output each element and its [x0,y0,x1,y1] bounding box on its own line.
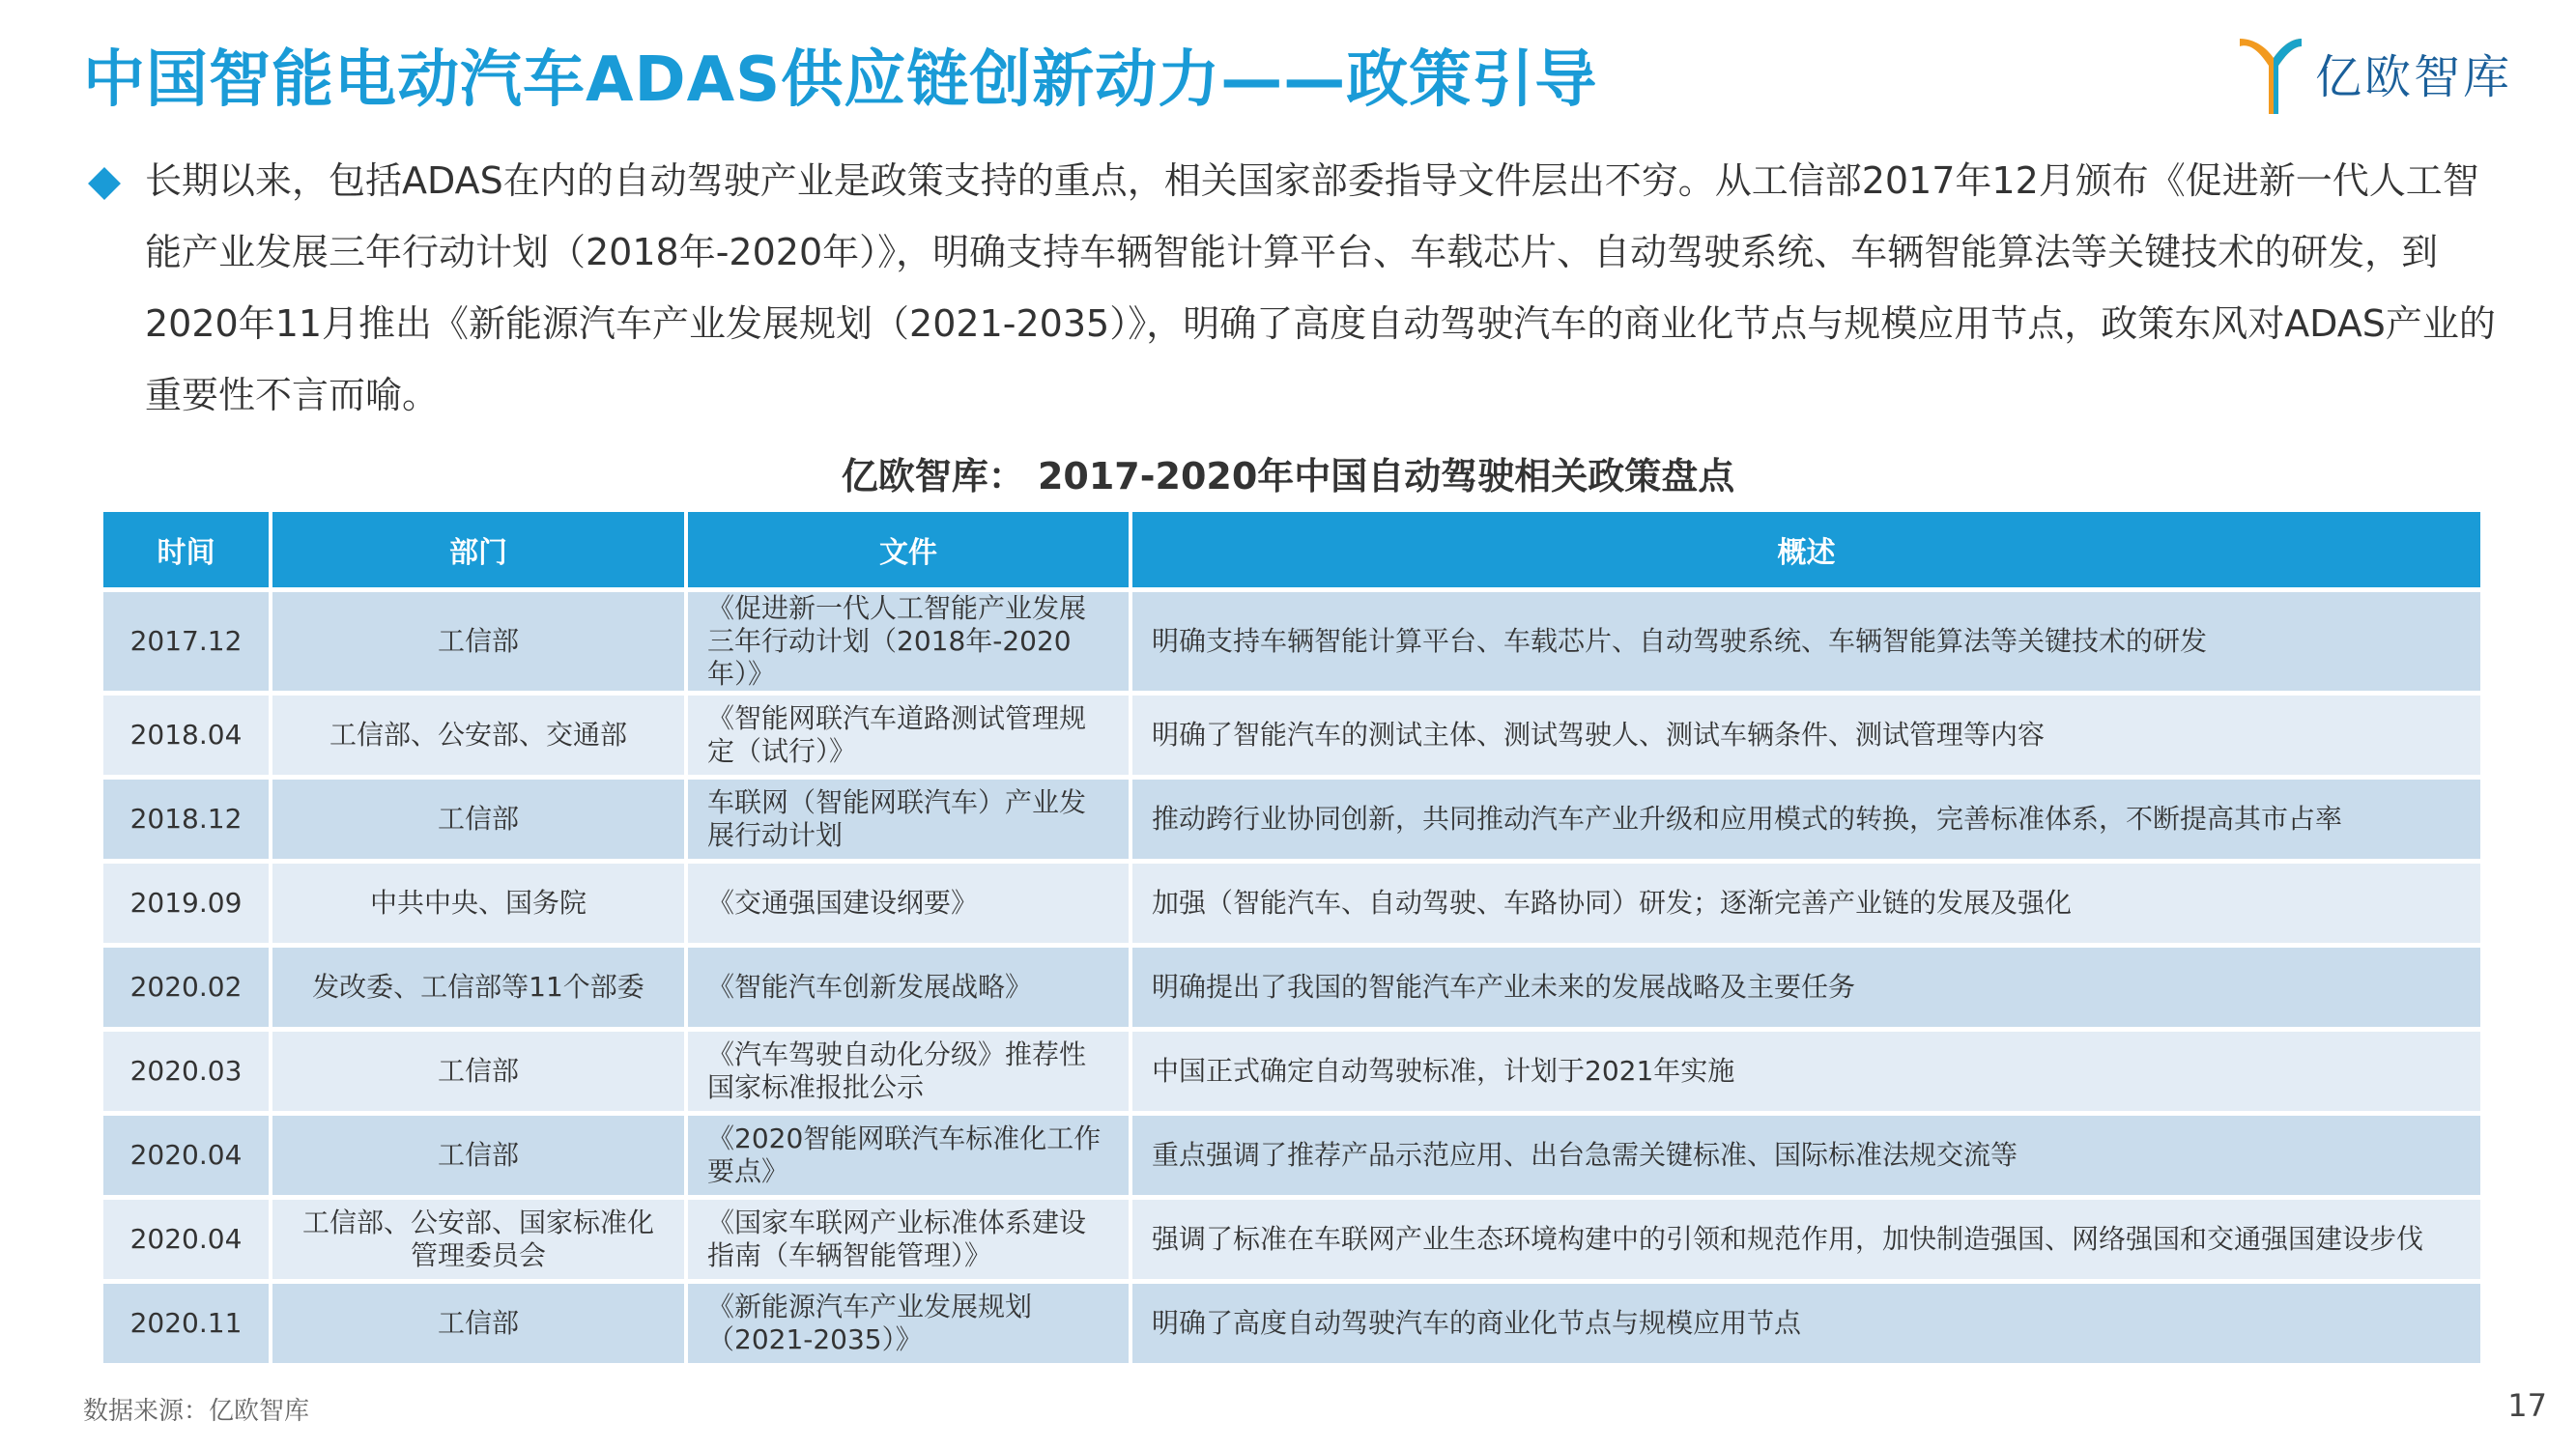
table-row [103,946,2480,1030]
cell-time: 2020.11 [103,1282,271,1364]
cell-document: 《智能网联汽车道路测试管理规定（试行）》 [686,694,1131,778]
cell-document: 《智能汽车创新发展战略》 [686,946,1131,1030]
cell-document: 《国家车联网产业标准体系建设指南（车辆智能管理）》 [686,1198,1131,1282]
cell-time: 2020.04 [103,1114,271,1198]
cell-summary: 明确了高度自动驾驶汽车的商业化节点与规模应用节点 [1131,1282,2480,1364]
logo-text: 亿欧智库 [2314,50,2512,104]
cell-document: 《促进新一代人工智能产业发展三年行动计划（2018年-2020年）》 [686,590,1131,694]
cell-document: 《新能源汽车产业发展规划（2021-2035）》 [686,1282,1131,1364]
cell-summary: 明确了智能汽车的测试主体、测试驾驶人、测试车辆条件、测试管理等内容 [1131,694,2480,778]
cell-document: 《交通强国建设纲要》 [686,862,1131,946]
cell-department: 工信部 [271,1030,686,1114]
header-time: 时间 [103,512,271,590]
brand-logo [2236,35,2512,120]
cell-time: 2020.04 [103,1198,271,1282]
table-row [103,590,2480,694]
cell-department: 工信部、公安部、国家标准化管理委员会 [271,1198,686,1282]
cell-time: 2020.02 [103,946,271,1030]
cell-time: 2018.04 [103,694,271,778]
policy-table [103,512,2480,1363]
cell-department: 工信部 [271,590,686,694]
cell-department: 中共中央、国务院 [271,862,686,946]
cell-document: 《2020智能网联汽车标准化工作要点》 [686,1114,1131,1198]
cell-department: 工信部 [271,1282,686,1364]
cell-department: 工信部 [271,1114,686,1198]
cell-summary: 明确提出了我国的智能汽车产业未来的发展战略及主要任务 [1131,946,2480,1030]
intro-paragraph [87,145,2503,431]
cell-document: 车联网（智能网联汽车）产业发展行动计划 [686,778,1131,862]
cell-summary: 推动跨行业协同创新，共同推动汽车产业升级和应用模式的转换，完善标准体系，不断提高其市占率 [1131,778,2480,862]
data-source-note: 数据来源：亿欧智库 [83,1397,310,1426]
header-department: 部门 [271,512,686,590]
table-title: 亿欧智库： 2017-2020年中国自动驾驶相关政策盘点 [841,455,1735,497]
cell-summary: 强调了标准在车联网产业生态环境构建中的引领和规范作用，加快制造强国、网络强国和交通强国建设步伐 [1131,1198,2480,1282]
cell-department: 发改委、工信部等11个部委 [271,946,686,1030]
cell-summary: 明确支持车辆智能计算平台、车载芯片、自动驾驶系统、车辆智能算法等关键技术的研发 [1131,590,2480,694]
table-row [103,1198,2480,1282]
table-row [103,778,2480,862]
table-row [103,1030,2480,1114]
bullet-diamond-icon [88,167,121,200]
cell-department: 工信部、公安部、交通部 [271,694,686,778]
cell-time: 2017.12 [103,590,271,694]
cell-summary: 中国正式确定自动驾驶标准，计划于2021年实施 [1131,1030,2480,1114]
cell-summary: 加强（智能汽车、自动驾驶、车路协同）研发；逐渐完善产业链的发展及强化 [1131,862,2480,946]
header-document: 文件 [686,512,1131,590]
table-row [103,694,2480,778]
table-header-row [103,512,2480,590]
cell-summary: 重点强调了推荐产品示范应用、出台急需关键标准、国际标准法规交流等 [1131,1114,2480,1198]
page-number: 17 [2507,1387,2547,1424]
table-row [103,1282,2480,1364]
yiou-logo-icon [2236,37,2305,118]
cell-time: 2018.12 [103,778,271,862]
table-row [103,1114,2480,1198]
intro-text: 长期以来，包括ADAS在内的自动驾驶产业是政策支持的重点，相关国家部委指导文件层出不穷。从工信部2017年12月颁布《促进新一代人工智能产业发展三年行动计划（2018年-2020年）》，明确支持车辆智能计算平台、车载芯片、自动驾驶系统、车辆智能算法等关键技术的研发，到2020年11月推出《新能源汽车产业发展规划（2021-2035）》，明确了高度自动驾驶汽车的商业化节点与规模应用节点，政策东风对ADAS产业的重要性不言而喻。 [145,159,2496,416]
cell-document: 《汽车驾驶自动化分级》推荐性国家标准报批公示 [686,1030,1131,1114]
cell-time: 2020.03 [103,1030,271,1114]
page-title: 中国智能电动汽车ADAS供应链创新动力——政策引导 [83,44,1598,116]
cell-time: 2019.09 [103,862,271,946]
table-row [103,862,2480,946]
header-summary: 概述 [1131,512,2480,590]
cell-department: 工信部 [271,778,686,862]
